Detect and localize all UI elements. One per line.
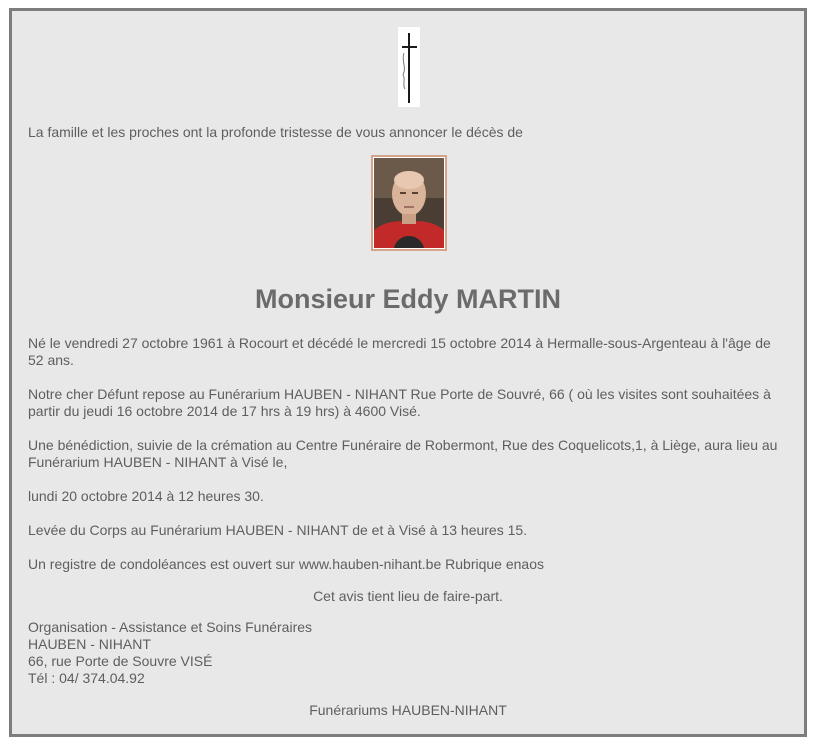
organisation-name: HAUBEN - NIHANT	[28, 636, 151, 652]
portrait-photo	[371, 155, 447, 251]
notice-text: Cet avis tient lieu de faire-part.	[313, 588, 503, 604]
organisation-phone: Tél : 04/ 374.04.92	[28, 670, 145, 686]
register-text: Un registre de condoléances est ouvert sur www.hauben-nihant.be Rubrique enaos	[28, 556, 544, 572]
organisation-line: Organisation - Assistance et Soins Funéraires	[28, 619, 313, 635]
organisation-block	[28, 619, 788, 687]
cross-icon	[398, 27, 420, 107]
ceremony-date-text: lundi 20 octobre 2014 à 12 heures 30.	[28, 488, 264, 504]
deceased-name: Monsieur Eddy MARTIN	[254, 284, 561, 314]
intro-text: La famille et les proches ont la profonde tristesse de vous annoncer le décès de	[28, 124, 523, 140]
ceremony-text: Une bénédiction, suivie de la crémation au Centre Funéraire de Robermont, Rue des Coquelicots,1, à Liège, aura lieu au Funérarium HAUBEN - NIHANT à Visé le,	[28, 437, 778, 470]
footer-text: Funérariums HAUBEN-NIHANT	[309, 702, 507, 718]
obituary-card	[9, 8, 807, 737]
organisation-address: 66, rue Porte de Souvre VISÉ	[28, 653, 213, 669]
levee-text: Levée du Corps au Funérarium HAUBEN - NIHANT de et à Visé à 13 heures 15.	[28, 522, 528, 538]
repose-text: Notre cher Défunt repose au Funérarium HAUBEN - NIHANT Rue Porte de Souvré, 66 ( où les visites sont souhaitées à partir du jeudi 16 octobre 2014 de 17 hrs à 19 hrs) à 4600 Visé.	[28, 386, 771, 419]
birth-death-text: Né le vendredi 27 octobre 1961 à Rocourt et décédé le mercredi 15 octobre 2014 à Hermalle-sous-Argenteau à l'âge de 52 ans.	[28, 335, 771, 368]
